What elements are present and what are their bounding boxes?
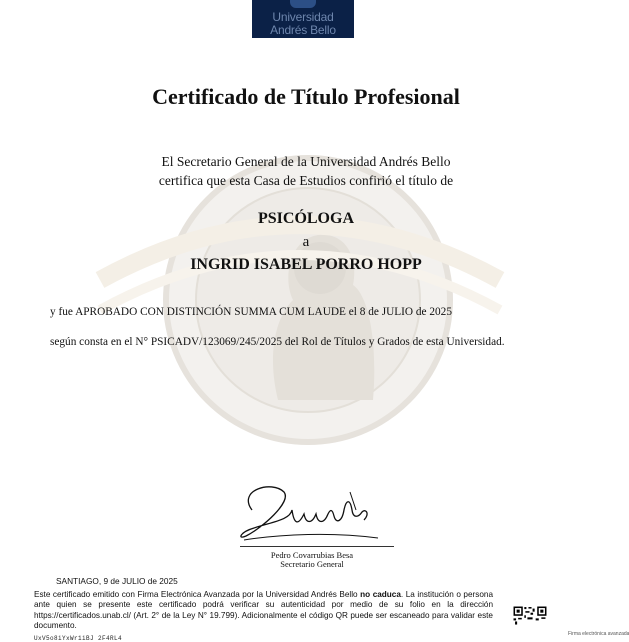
preposition: a — [302, 234, 310, 250]
university-logo — [252, 0, 354, 38]
notice-text-2: . La institución o persona ante quien se presente este certificado podrá verificar su autenticidad por medio de su folio en la dirección https://certificados.unab.cl/ (Art. 2° de la Ley N° 19.799). Adicionalmente el código QR puede ser escaneado para validar este documento. — [34, 590, 494, 631]
intro-line-1: El Secretario General de la Universidad Andrés Bello — [161, 154, 451, 169]
logo-line-1: Universidad — [272, 10, 334, 24]
verification-code: UxV5o8iYxWr1iBJ 2F4RL4 — [34, 635, 123, 642]
degree-title: PSICÓLOGA — [257, 210, 354, 227]
notice-text-1: Este certificado emitido con Firma Electrónica Avanzada por la Universidad Andrés Bello — [34, 590, 358, 599]
signer-name: Pedro Covarrubias Besa — [270, 550, 354, 560]
logo-line-2: Andrés Bello — [270, 23, 336, 37]
notice-bold: no caduca — [360, 590, 401, 599]
intro-line-2: certifica que esta Casa de Estudios confirió el título de — [158, 173, 454, 188]
handwritten-signature — [232, 480, 380, 550]
e-signature-note: Firma electrónica avanzada — [568, 631, 629, 637]
registry-line: según consta en el N° PSICADV/123069/245/2025 del Rol de Títulos y Grados de esta Universidad. — [50, 336, 505, 348]
signature-line — [240, 546, 394, 547]
verification-notice — [34, 590, 493, 632]
intro-text — [0, 152, 612, 190]
shield-icon — [290, 0, 316, 8]
approval-line: y fue APROBADO CON DISTINCIÓN SUMMA CUM LAUDE el 8 de JULIO de 2025 — [50, 306, 452, 318]
certificate-title: Certificado de Título Profesional — [152, 84, 460, 109]
place-and-date: SANTIAGO, 9 de JULIO de 2025 — [56, 576, 178, 586]
signer-role: Secretario General — [280, 559, 344, 569]
recipient-name: INGRID ISABEL PORRO HOPP — [190, 256, 422, 273]
qr-code[interactable] — [497, 606, 563, 640]
